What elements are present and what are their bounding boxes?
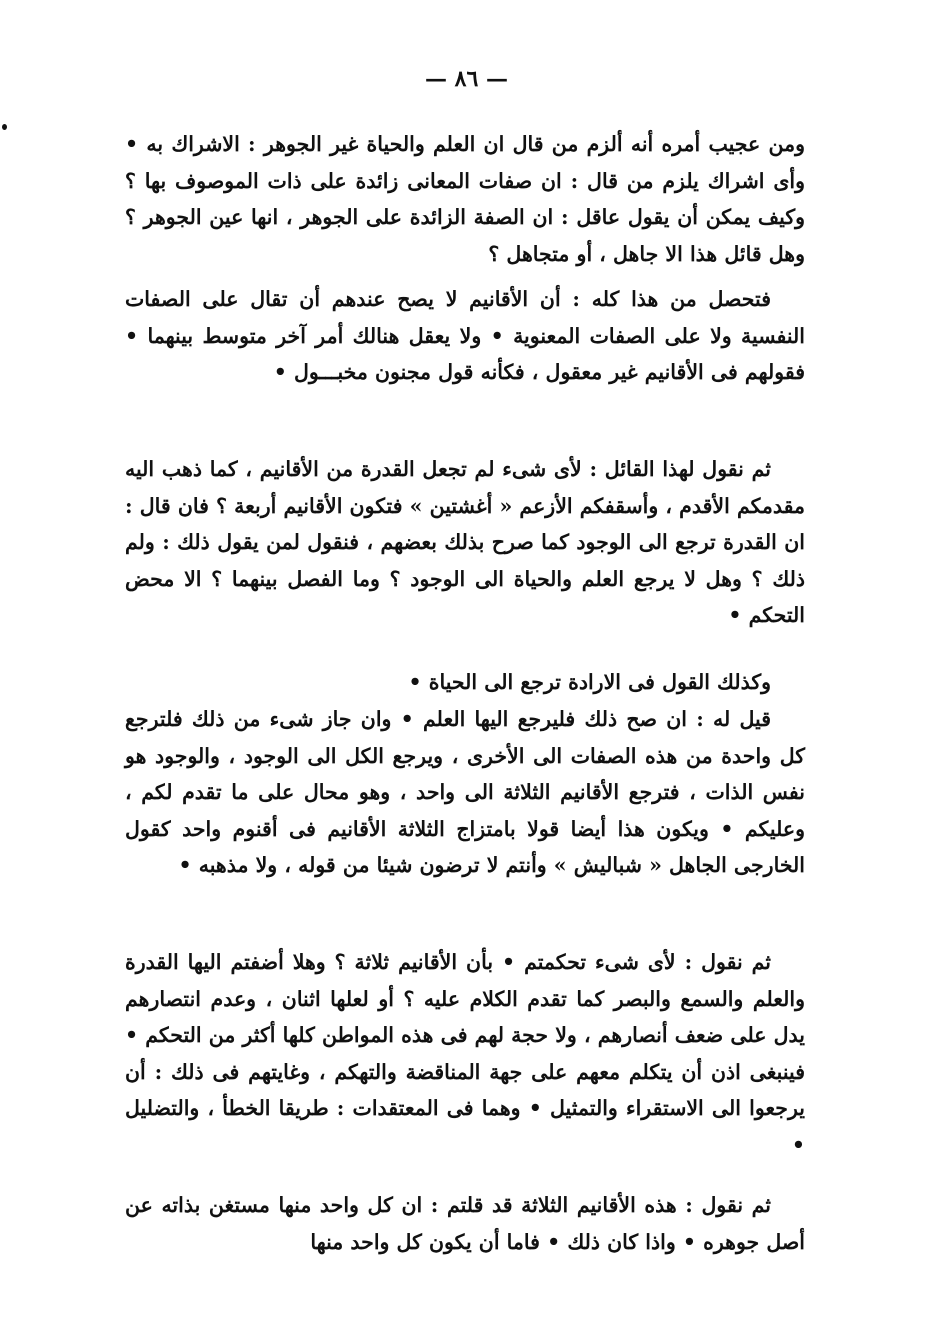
- paragraph-6: [125, 944, 805, 1163]
- paragraph-text: فتحصل من هذا كله : أن الأقانيم لا يصح عندهم أن تقال على الصفات النفسية ولا على الصفات المعنوية • ولا يعقل هنالك أمر آخر متوسط بينهما • فقولهم فى الأقانيم غير معقول ، فكأنه قول مجنون مخبـــول •: [125, 287, 805, 384]
- paragraph-2: [125, 281, 805, 391]
- paragraph-text: ثم نقول : لأى شىء تحكمتم • بأن الأقانيم ثلاثة ؟ وهلا أضفتم اليها القدرة والعلم والسمع والبصر كما تقدم الكلام عليه ؟ أو لعلها اثنان ، وعدم انتصارهم يدل على ضعف أنصارهم ، ولا حجة لهم فى هذه المواطن كلها أكثر من التحكم • فينبغى اذن أن يتكلم معهم على جهة المناقضة والتهكم ، وغايتهم فى ذلك : أن يرجعوا الى الاستقراء والتمثيل • وهما فى المعتقدات : طريقا الخطأ ، والتضليل •: [125, 950, 805, 1157]
- page-number: — ٨٦ —: [425, 66, 508, 92]
- paragraph-text: وكذلك القول فى الارادة ترجع الى الحياة •: [408, 670, 771, 694]
- paragraph-text: قيل له : ان صح ذلك فليرجع اليها العلم • وان جاز شىء من ذلك فلترجع كل واحدة من هذه الصفات الى الأخرى ، ويرجع الكل الى الوجود ، والوجود هو نفس الذات ، فترجع الأقانيم الثلاثة الى واحد ، وهو محال على ما تقدم لكم ، وعليكم • ويكون هذا أيضا قولا بامتزاج الثلاثة الأقانيم فى أقنوم واحد كقول الخارجى الجاهل « شباليش » وأنتم لا ترضون شيئا من قوله ، ولا مذهبه •: [125, 707, 805, 877]
- paragraph-text: ومن عجيب أمره أنه ألزم من قال ان العلم والحياة غير الجوهر : الاشراك به • وأى اشراك يلزم من قال : ان صفات المعانى زائدة على ذات الموصوف بها ؟ وكيف يمكن أن يقول عاقل : ان الصفة الزائدة على الجوهر ، انها عين الجوهر ؟ وهل قائل هذا الا جاهل ، أو متجاهل ؟: [125, 132, 805, 266]
- paragraph-7: [125, 1187, 805, 1260]
- paragraph-4: [125, 664, 805, 701]
- paragraph-5: [125, 701, 805, 884]
- paragraph-3: [125, 451, 805, 634]
- stray-ink-dot: [2, 124, 7, 130]
- paragraph-1: [125, 126, 805, 272]
- paragraph-text: ثم نقول : هذه الأقانيم الثلاثة قد قلتم : ان كل واحد منها مستغن بذاته عن أصل جوهره • واذا كان ذلك • فاما أن يكون كل واحد منها: [125, 1193, 805, 1254]
- paragraph-text: ثم نقول لهذا القائل : لأى شىء لم تجعل القدرة من الأقانيم ، كما ذهب اليه مقدمكم الأقدم ، وأسقفكم الأزعم « أغشتين » فتكون الأقانيم أربعة ؟ فان قال : ان القدرة ترجع الى الوجود كما صرح بذلك بعضهم ، فنقول لمن يقول ذلك : ولم ذلك ؟ وهل لا يرجع العلم والحياة الى الوجود ؟ وما الفصل بينهما ؟ الا محض التحكم •: [125, 457, 805, 627]
